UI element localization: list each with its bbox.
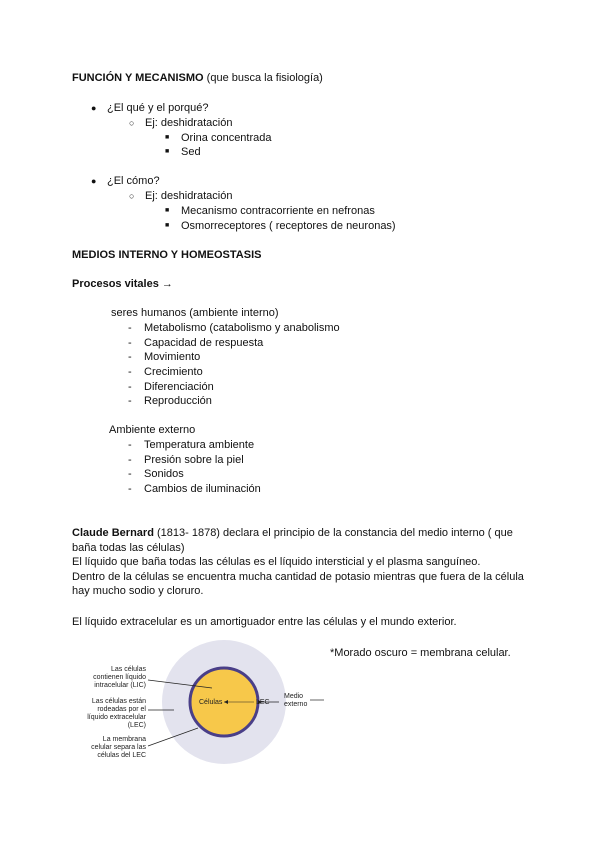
list-item: Diferenciación — [144, 381, 214, 393]
label-line: células del LEC — [97, 752, 146, 759]
bernard-text-2: El líquido que baña todas las células es el líquido intersticial y el plasma sanguíneo. — [72, 556, 481, 568]
label-lec — [74, 698, 146, 730]
question-2: ¿El cómo? — [107, 175, 160, 187]
label-membrane — [74, 736, 146, 760]
section-title: MEDIOS INTERNO Y HOMEOSTASIS — [72, 249, 262, 261]
dash: - — [128, 366, 132, 378]
dash: - — [128, 483, 132, 495]
list-item: Sed — [181, 146, 201, 158]
cell-diagram — [74, 638, 334, 770]
list-item: Mecanismo contracorriente en nefronas — [181, 205, 375, 217]
label-medio-externo — [284, 693, 307, 709]
bullet-circle: ○ — [129, 191, 135, 201]
lec-paragraph — [72, 615, 532, 630]
list-item: Metabolismo (catabolismo y anabolismo — [144, 322, 340, 334]
bernard-text-4: El líquido extracelular es un amortiguador entre las células y el mundo exterior. — [72, 616, 457, 628]
bullet-square: ■ — [165, 222, 170, 229]
section-heading-funcion — [72, 71, 323, 85]
color-note: *Morado oscuro = membrana celular. — [330, 647, 511, 659]
label-line: Las células están — [91, 698, 146, 705]
dash: - — [128, 395, 132, 407]
label-line: La membrana — [102, 736, 146, 743]
list-item: Sonidos — [144, 468, 184, 480]
label-line: líquido extracelular — [87, 714, 146, 721]
label-line: (LEC) — [127, 722, 146, 729]
procesos-heading: Procesos vitales → — [72, 278, 173, 290]
bullet-disc: ● — [91, 176, 97, 186]
label-line: Las células — [110, 666, 146, 673]
list-item: Osmorreceptores ( receptores de neuronas) — [181, 220, 396, 232]
section-subtitle: (que busca la fisiología) — [206, 72, 323, 84]
dash: - — [128, 439, 132, 451]
label-line: externo — [284, 701, 308, 708]
dash: - — [128, 337, 132, 349]
dash: - — [128, 454, 132, 466]
bernard-name: Claude Bernard — [72, 527, 154, 539]
list-item: Crecimiento — [144, 366, 203, 378]
bernard-text-3: Dentro de la células se encuentra mucha cantidad de potasio mientras que fuera de la célula hay mucho sodio y cloruro. — [72, 570, 524, 597]
question-1: ¿El qué y el porqué? — [107, 102, 209, 114]
dash: - — [128, 351, 132, 363]
bullet-square: ■ — [165, 148, 170, 155]
label-line: contienen líquido — [93, 674, 146, 681]
label-cells: Células — [199, 699, 223, 706]
dash: - — [128, 381, 132, 393]
bullet-disc: ● — [91, 103, 97, 113]
example-1: Ej: deshidratación — [145, 117, 233, 129]
internal-heading: seres humanos (ambiente interno) — [111, 307, 279, 319]
bullet-square: ■ — [165, 207, 170, 214]
list-item: Cambios de iluminación — [144, 483, 261, 495]
list-item: Capacidad de respuesta — [144, 337, 264, 349]
label-line: celular separa las — [91, 744, 146, 751]
example-2: Ej: deshidratación — [145, 190, 233, 202]
external-heading: Ambiente externo — [109, 424, 196, 436]
dash: - — [128, 322, 132, 334]
label-lec-short: LEC — [256, 699, 270, 706]
list-item: Reproducción — [144, 395, 212, 407]
label-lic — [74, 666, 146, 690]
bernard-paragraph — [72, 526, 532, 599]
list-item: Temperatura ambiente — [144, 439, 255, 451]
list-item: Presión sobre la piel — [144, 454, 244, 466]
list-item: Orina concentrada — [181, 132, 272, 144]
list-item: Movimiento — [144, 351, 201, 363]
label-line: rodeadas por el — [97, 706, 146, 713]
bullet-circle: ○ — [129, 118, 135, 128]
bernard-text-1: (1813- 1878) declara el principio de la constancia del medio interno ( que baña todas las células) — [72, 527, 513, 554]
dash: - — [128, 468, 132, 480]
section-title: FUNCIÓN Y MECANISMO — [72, 72, 204, 84]
bullet-square: ■ — [165, 134, 170, 141]
label-line: Medio — [284, 693, 304, 700]
label-line: intracelular (LIC) — [94, 682, 146, 689]
